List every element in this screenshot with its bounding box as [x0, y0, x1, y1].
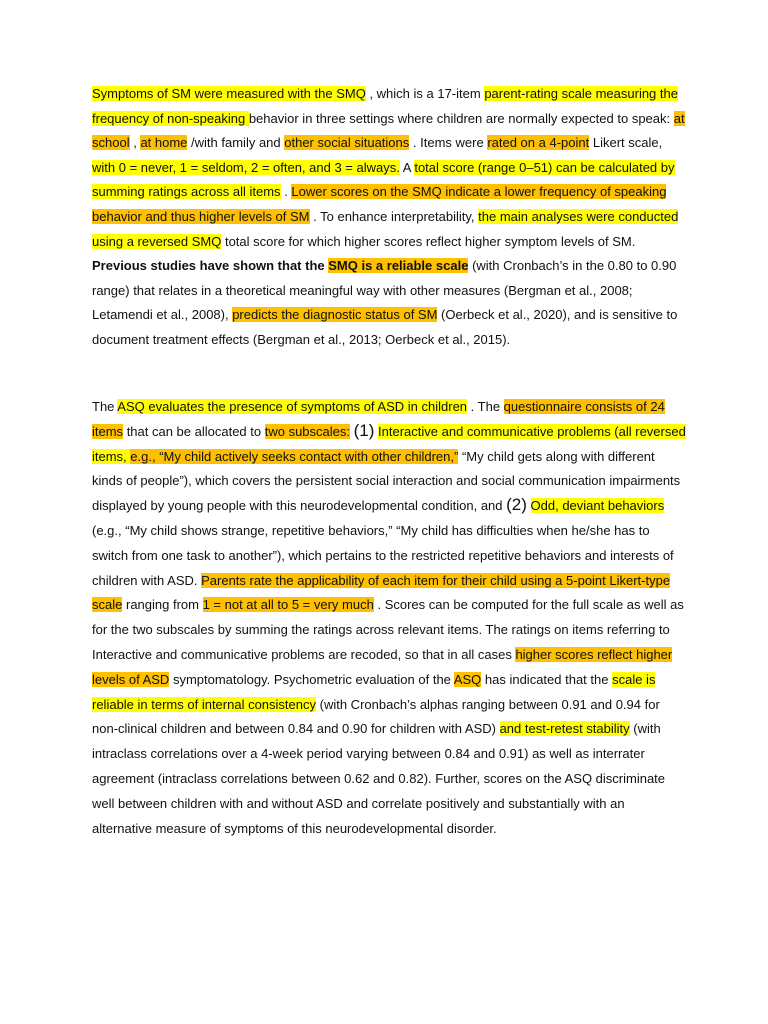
- highlight-yellow: total score (range 0–51) can be calculated by summing ratings across all items: [92, 159, 675, 200]
- subscale-number: (2): [506, 495, 527, 515]
- text-run: /with family and: [191, 135, 285, 151]
- highlight-yellow: the main analyses were conducted using a reversed SMQ: [92, 208, 679, 249]
- text-run: , which is a 17-item: [369, 86, 485, 101]
- highlight-yellow: Odd, deviant behaviors: [530, 498, 665, 514]
- highlight-orange: e.g., “My child actively seeks contact with other children,”: [130, 448, 459, 464]
- text-run: (with Cronbach’s alphas ranging between 0.91 and 0.94 for non-clinical children and between 0.84 and 0.90 for children with ASD): [92, 696, 660, 737]
- text-run: has indicated that the: [484, 671, 613, 687]
- text-run: behavior in three settings where children are normally expected to speak:: [248, 110, 674, 126]
- subscale-number: (1): [353, 420, 375, 440]
- text-run: “My child gets along with different kinds of people”), which covers the persistent social interaction and social communication impairments displayed by young people with this neurodevelopmental condition, and: [92, 448, 681, 514]
- text-run: The: [92, 399, 118, 414]
- highlight-yellow: Symptoms of SM were measured with the SMQ: [92, 86, 366, 101]
- highlight-orange: questionnaire consists of 24 items: [92, 399, 665, 439]
- text-run: total score for which higher scores reflect higher symptom levels of SM.: [224, 233, 636, 249]
- text-run: symptomatology. Psychometric evaluation of the: [172, 671, 454, 687]
- text-run: (Oerbeck et al., 2020), and is sensitive to document treatment effects (Bergman et al., 2013; Oerbeck et al., 2015).: [92, 307, 678, 347]
- highlight-orange: Parents rate the applicability of each item for their child using a 5-point Likert-type scale: [92, 572, 671, 613]
- text-run: Likert scale,: [592, 135, 663, 151]
- highlight-yellow: and test-retest stability: [499, 721, 630, 737]
- text-run: . Items were: [412, 135, 488, 151]
- paragraph-smq: [92, 82, 688, 353]
- highlight-yellow: ASQ evaluates the presence of symptoms of ASD in children: [117, 399, 468, 414]
- highlight-orange: ASQ: [453, 671, 482, 687]
- highlight-yellow: scale is reliable in terms of internal consistency: [92, 671, 656, 712]
- highlight-orange: higher scores reflect higher levels of ASD: [92, 646, 673, 687]
- highlight-orange: 1 = not at all to 5 = very much: [202, 597, 374, 613]
- highlight-orange: SMQ is a reliable scale: [328, 258, 469, 274]
- text-run: ranging from: [125, 597, 203, 613]
- highlight-orange: two subscales:: [264, 423, 350, 439]
- highlight-orange: at home: [140, 135, 188, 151]
- text-run: ,: [133, 135, 141, 151]
- highlight-yellow: parent-rating scale measuring the frequency of non-speaking: [92, 86, 678, 126]
- highlight-orange: predicts the diagnostic status of SM: [232, 307, 438, 323]
- text-run: A: [402, 159, 415, 175]
- highlight-orange: Lower scores on the SMQ indicate a lower frequency of speaking behavior and thus higher levels of SM: [92, 184, 667, 224]
- text-run: (with intraclass correlations over a 4-week period varying between 0.84 and 0.91) as well as interrater agreement (intraclass correlations between 0.62 and 0.82). Further, scores on the ASQ discriminate well between children with and without ASD and correlate positively and substantially with an alternative measure of symptoms of this neurodevelopmental disorder.: [92, 721, 666, 836]
- text-run: . To enhance interpretability,: [313, 208, 479, 224]
- text-run: .: [284, 184, 292, 200]
- text-run: . The: [470, 399, 504, 414]
- highlight-orange: other social situations: [284, 135, 410, 151]
- highlight-orange: at school: [92, 110, 685, 151]
- highlight-yellow: with 0 = never, 1 = seldom, 2 = often, and 3 = always.: [92, 159, 400, 175]
- text-run: Previous studies have shown that the: [92, 258, 329, 274]
- text-run: that can be allocated to: [126, 423, 265, 439]
- highlight-yellow: Interactive and communicative problems (all reversed items,: [92, 423, 686, 464]
- text-run: . Scores can be computed for the full scale as well as for the two subscales by summing the ratings across relevant items. The ratings on items referring to Interactive and communicative problems are recoded, so that in all cases: [92, 597, 684, 662]
- paragraph-asq: [92, 395, 688, 841]
- text-run: (with Cronbach’s in the 0.80 to 0.90 range) that relates in a theoretical meaningful way with other measures (Bergman et al., 2008; Letamendi et al., 2008),: [92, 258, 677, 323]
- highlight-orange: rated on a 4-point: [487, 135, 590, 151]
- text-run: (e.g., “My child shows strange, repetitive behaviors,” “My child has difficulties when he/she has to switch from one task to another”), which pertains to the restricted repetitive behaviors and interests of children with ASD.: [92, 522, 674, 588]
